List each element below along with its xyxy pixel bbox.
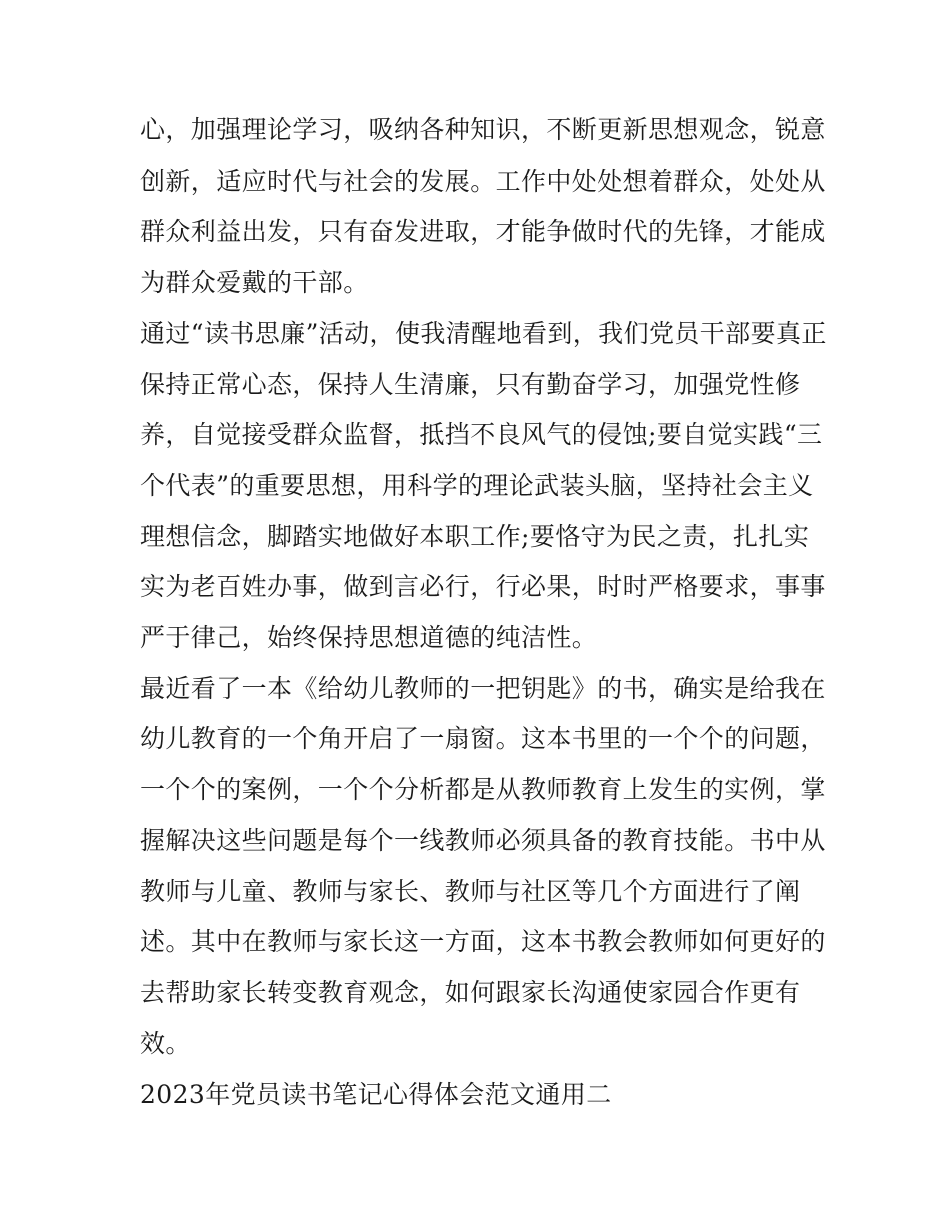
text-line: 严于律己，始终保持思想道德的纯洁性。	[140, 623, 598, 652]
section-heading: 2023年党员读书笔记心得体会范文通用二	[140, 1080, 612, 1109]
text-line: 个代表”的重要思想，用科学的理论武装头脑，坚持社会主义	[140, 471, 814, 500]
text-line: 通过“读书思廉”活动，使我清醒地看到，我们党员干部要真正	[140, 319, 827, 348]
text-line: 创新，适应时代与社会的发展。工作中处处想着群众，处处从	[140, 167, 826, 196]
text-line: 握解决这些问题是每个一线教师必须具备的教育技能。书中从	[140, 826, 826, 855]
text-line: 心，加强理论学习，吸纳各种知识，不断更新思想观念，锐意	[140, 115, 826, 144]
text-line: 养，自觉接受群众监督，抵挡不良风气的侵蚀;要自觉实践“三	[140, 420, 823, 449]
text-line: 最近看了一本《给幼儿教师的一把钥匙》的书，确实是给我在	[140, 674, 826, 703]
text-line: 实为老百姓办事，做到言必行，行必果，时时严格要求，事事	[140, 572, 826, 601]
text-line: 为群众爱戴的干部。	[140, 268, 369, 297]
text-line: 述。其中在教师与家长这一方面，这本书教会教师如何更好的	[140, 927, 826, 956]
text-line: 教师与儿童、教师与家长、教师与社区等几个方面进行了阐	[140, 877, 801, 906]
text-line: 保持正常心态，保持人生清廉，只有勤奋学习，加强党性修	[140, 370, 801, 399]
text-line: 去帮助家长转变教育观念，如何跟家长沟通使家园合作更有	[140, 978, 801, 1007]
text-line: 理想信念，脚踏实地做好本职工作;要恪守为民之责，扎扎实	[140, 522, 810, 551]
text-line: 一个个的案例，一个个分析都是从教师教育上发生的实例，掌	[140, 775, 826, 804]
text-line: 效。	[140, 1029, 191, 1058]
text-line: 群众利益出发，只有奋发进取，才能争做时代的先锋，才能成	[140, 217, 826, 246]
text-line: 幼儿教育的一个角开启了一扇窗。这本书里的一个个的问题，	[140, 724, 826, 753]
